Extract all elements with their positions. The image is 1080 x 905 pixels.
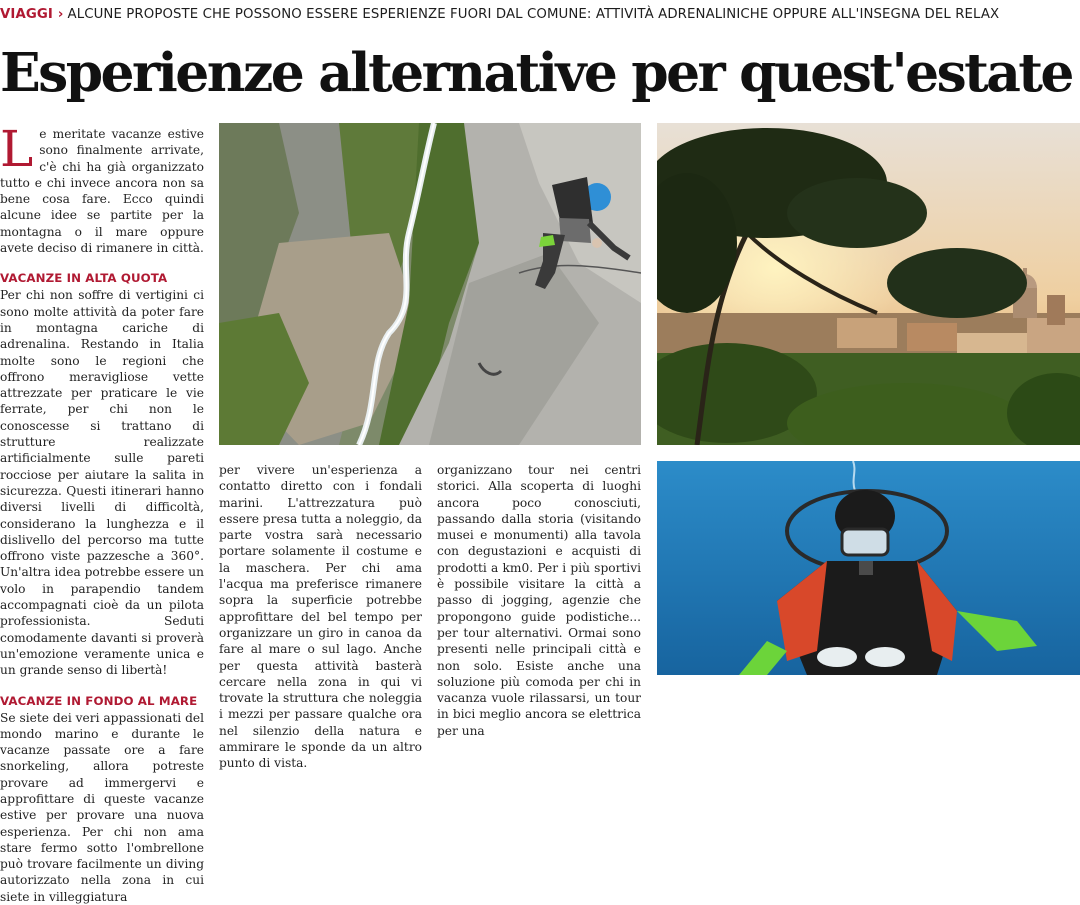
intro-paragraph <box>0 126 204 256</box>
section-label: VIAGGI <box>0 7 53 22</box>
column-3-text: organizzano tour nei centri storici. Alla scoperta di luoghi ancora poco conosciuti, passando dalla storia (visitando musei e monumenti) alla tavola con degustazioni e acquisti di prodotti a km0. Per i più sportivi è possibile visitare la città a passo di jogging, agenzie che propongono guide podistiche... per tour alternativi. Ormai sono presenti nelle principali città e non solo. Esiste anche una soluzione più comoda per chi in vacanza vuole rilassarsi, un tour in bici meglio ancora se elettrica per una <box>437 462 641 739</box>
article-column-2 <box>219 462 422 772</box>
climber-on-via-ferrata-photo <box>219 123 641 445</box>
section-text-alta-quota: Per chi non soffre di vertigini ci sono molte attività da poter fare in montagna cariche di adrenalina. Restando in Italia molte sono le regioni che offrono meravigliose vette attrezzate per praticare le vie ferrate, per chi non le conoscesse si trattano di strutture realizzate artificialmente sulle pareti rocciose per aiutare la salita in sicurezza. Questi itinerari hanno diversi livelli di difficoltà, considerano la lunghezza e il dislivello del percorso ma tutte offrono viste pazzesche a 360°. Un'altra idea potrebbe essere un volo in parapendio tandem accompagnati cioè da un pilota professionista. Seduti comodamente davanti si proverà un'emozione veramente unica e un grande senso di libertà! <box>0 287 204 678</box>
scuba-diver-photo <box>657 461 1080 675</box>
section-text-fondo-al-mare: Se siete dei veri appassionati del mondo marino e durante le vacanze passate ore a fare snorkeling, allora potreste provare ad immergervi e approfittare di queste vacanze estive per provare una nuova esperienza. Per chi non ama stare fermo sotto l'ombrellone può trovare facilmente un diving autorizzato nella zona in cui siete in villeggiatura <box>0 710 204 905</box>
rome-sunset-photo <box>657 123 1080 445</box>
section-heading-alta-quota: VACANZE IN ALTA QUOTA <box>0 270 204 286</box>
kicker-subtitle: ALCUNE PROPOSTE CHE POSSONO ESSERE ESPERIENZE FUORI DAL COMUNE: ATTIVITÀ ADRENALINICHE OPPURE ALL'INSEGNA DEL RELAX <box>68 7 1000 22</box>
intro-text: e meritate vacanze estive sono finalmente arrivate, c'è chi ha già organizzato tutto e chi invece ancora non sa bene cosa fare. Ecco quindi alcune idee se partite per la montagna o il mare oppure avete deciso di rimanere in città. <box>0 127 204 255</box>
rome-skyline-at-sunset-photo <box>657 123 1080 445</box>
section-heading-fondo-al-mare: VACANZE IN FONDO AL MARE <box>0 693 204 709</box>
via-ferrata-photo <box>219 123 641 445</box>
article-column-1 <box>0 126 204 905</box>
drop-cap: L <box>0 127 33 171</box>
article-headline: Esperienze alternative per quest'estate <box>0 38 1072 108</box>
article-column-3 <box>437 462 641 739</box>
kicker-line <box>0 5 1080 25</box>
column-2-text: per vivere un'esperienza a contatto diretto con i fondali marini. L'attrezzatura può essere presa tutta a noleggio, da parte vostra sarà necessario portare solamente il costume e la maschera. Per chi ama l'acqua ma preferisce rimanere sopra la superficie potrebbe approfittare del bel tempo per organizzare un giro in canoa da fare al mare o sul lago. Anche per questa attività basterà cercare nella zona in qui vi trovate la struttura che noleggia i mezzi per passare qualche ora nel silenzio della natura e ammirare le sponde da un altro punto di vista. <box>219 462 422 772</box>
scuba-diver-underwater-photo <box>657 461 1080 675</box>
chevron-right-icon: › <box>58 7 64 22</box>
